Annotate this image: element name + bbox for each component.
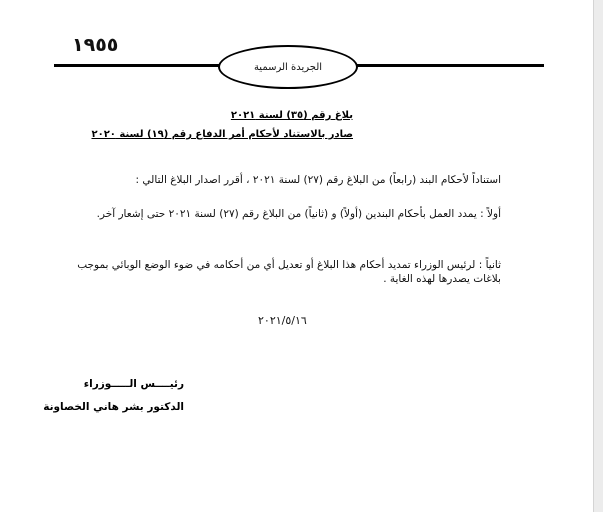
header-rule-left [54, 64, 222, 67]
masthead-oval [218, 45, 358, 89]
signer-name: الدكتور بشر هاني الخصاونة [43, 401, 184, 413]
notice-subtitle: صادر بالاستناد لأحكام أمر الدفاع رقم (١٩) لسنة ٢٠٢٠ [91, 129, 353, 140]
issue-date: ٢٠٢١/٥/١٦ [258, 314, 307, 327]
intro-paragraph: استناداً لأحكام البند (رابعاً) من البلاغ رقم (٢٧) لسنة ٢٠٢١ ، أقرر اصدار البلاغ التالي : [135, 174, 501, 186]
signer-title: رئيــــس الـــــوزراء [83, 378, 184, 390]
page-number: ١٩٥٥ [72, 34, 119, 56]
masthead-title: الجريدة الرسمية [253, 61, 323, 73]
clause-second: ثانياً : لرئيس الوزراء تمديد أحكام هذا البلاغ أو تعديل أي من أحكامه في ضوء الوضع الوبائي بموجب بلاغات يصدرها لهذه الغاية . [77, 259, 501, 285]
viewer-gutter [594, 0, 603, 512]
header-rule-right [355, 64, 544, 67]
clause-first: أولاً : يمدد العمل بأحكام البندين (أولاً) و (ثانياً) من البلاغ رقم (٢٧) لسنة ٢٠٢١ حتى إشعار آخر. [96, 208, 501, 220]
notice-title: بلاغ رقم (٣٥) لسنة ٢٠٢١ [230, 110, 353, 121]
